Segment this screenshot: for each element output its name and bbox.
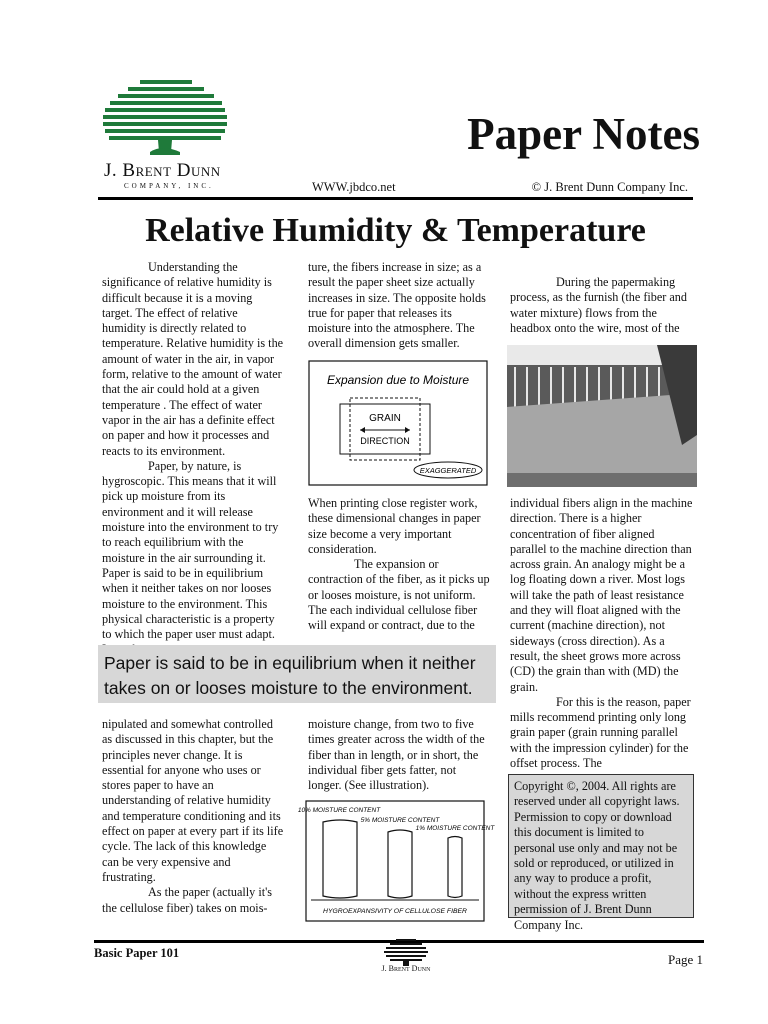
article-headline: Relative Humidity & Temperature [145, 212, 646, 249]
page-number: Page 1 [667, 952, 703, 967]
website-link[interactable]: WWW.jbdco.net [312, 180, 396, 194]
header-rule [98, 197, 693, 200]
paragraph: nipulated and somewhat controlled as discussed in this chapter, but the principles never change. It is essential for anyone who uses or stores paper to have an understanding of relative humidity and temperature conditioning and its effect on paper at every part if its life cycle. The lack of this knowledge can be very expensive and frustrating. [102, 717, 284, 884]
hygroexpansivity-illustration [297, 800, 495, 922]
paragraph: individual fibers align in the machine direction. There is a higher concentration of fiber aligned parallel to the machine direction than across grain. An analogy might be a log floating down a river. Most logs will take the path of least resistance and they will float aligned with the current (machine direction), not sideways (cross direction). As a result, the sheet grows more across (CD) the grain than with (MD) the grain. [510, 496, 693, 694]
column1-top [102, 260, 284, 658]
footer-logo-text: J. Brent Dunn [381, 964, 431, 973]
footer-tree-logo-icon [376, 935, 436, 983]
copyright-notice: Copyright ©, 2004. All rights are reserved under all copyright laws. Permission to copy or download this document is limited to personal use only and may not be sold or reproduced, or utilized in any way to produce a profit, without the express written permission of J. Brent Dunn Company Inc. [508, 774, 694, 918]
column2-mid [308, 496, 492, 634]
header-copyright: © J. Brent Dunn Company Inc. [531, 180, 688, 194]
column2-top [308, 260, 492, 352]
paragraph: When printing close register work, these dimensional changes in paper size become a very important consideration. [308, 496, 481, 556]
expansion-illustration [308, 360, 488, 486]
footer-series-title: Basic Paper 101 [94, 946, 180, 960]
paragraph: Understanding the significance of relative humidity is difficult because it is a moving target. The effect of relative humidity is directly related to temperature. Relative humidity is the amount of water in the air, in vapor form, relative to the amount of water that the air could hold at a given temperature . The effect of water vapor in the air has a definite effect on paper and how it processes and reacts to its environment. [102, 260, 284, 458]
column1-bottom [102, 717, 284, 916]
exaggerated-badge: EXAGGERATED [419, 466, 477, 475]
column2-bottom [308, 717, 492, 793]
paragraph: ture, the fibers increase in size; as a result the paper sheet size actually increases in size. The opposite holds true for paper that releases its moisture into the atmosphere. The overall dimension gets smaller. [308, 260, 486, 351]
logo-company-subtitle: COMPANY, INC. [124, 182, 214, 190]
paper-machine-photo [507, 345, 697, 487]
logo-company-name: J. Brent Dunn [104, 160, 221, 181]
label-1-percent: 1% MOISTURE CONTENT [415, 825, 495, 832]
paragraph: Paper, by nature, is hygroscopic. This means that it will pick up moisture from its environment and it will release moisture into the environment to try to reach equilibrium with the moisture in the air surrounding it. Paper is said to be in equilibrium when it neither takes on nor looses moisture to the environment. This physical characteristic is a property to which the paper user must adapt. [102, 458, 279, 642]
paragraph: During the papermaking process, as the furnish (the fiber and water mixture) flows from the headbox onto the wire, most of the [510, 275, 687, 335]
paragraph: The expansion or contraction of the fiber, as it picks up or looses moisture, is not uniform. The each individual cellulose fiber will expand or contract, due to the [308, 557, 490, 633]
illustration-title: Expansion due to Moisture [326, 373, 470, 387]
pull-quote: Paper is said to be in equilibrium when it neither takes on or looses moisture to the environment. [98, 645, 496, 703]
grain-label: GRAIN [369, 413, 401, 424]
paragraph: For this is the reason, paper mills recommend printing only long grain paper (grain running parallel with the impression cylinder) for the offset process. The [510, 694, 691, 771]
label-10-percent: 10% MOISTURE CONTENT [297, 807, 381, 814]
illustration-caption: HYGROEXPANSIVITY OF CELLULOSE FIBER [323, 908, 467, 915]
column3-top [510, 275, 694, 336]
column3-mid [510, 496, 694, 771]
label-5-percent: 5% MOISTURE CONTENT [360, 817, 440, 824]
newsletter-title: Paper Notes [467, 109, 700, 159]
direction-label: DIRECTION [360, 436, 410, 446]
paragraph: moisture change, from two to five times greater across the width of the fiber than in length, or in short, the individual fiber gets fatter, not longer. (See illustration). [308, 717, 485, 793]
paragraph: As the paper (actually it's the cellulose fiber) takes on mois- [102, 885, 273, 915]
